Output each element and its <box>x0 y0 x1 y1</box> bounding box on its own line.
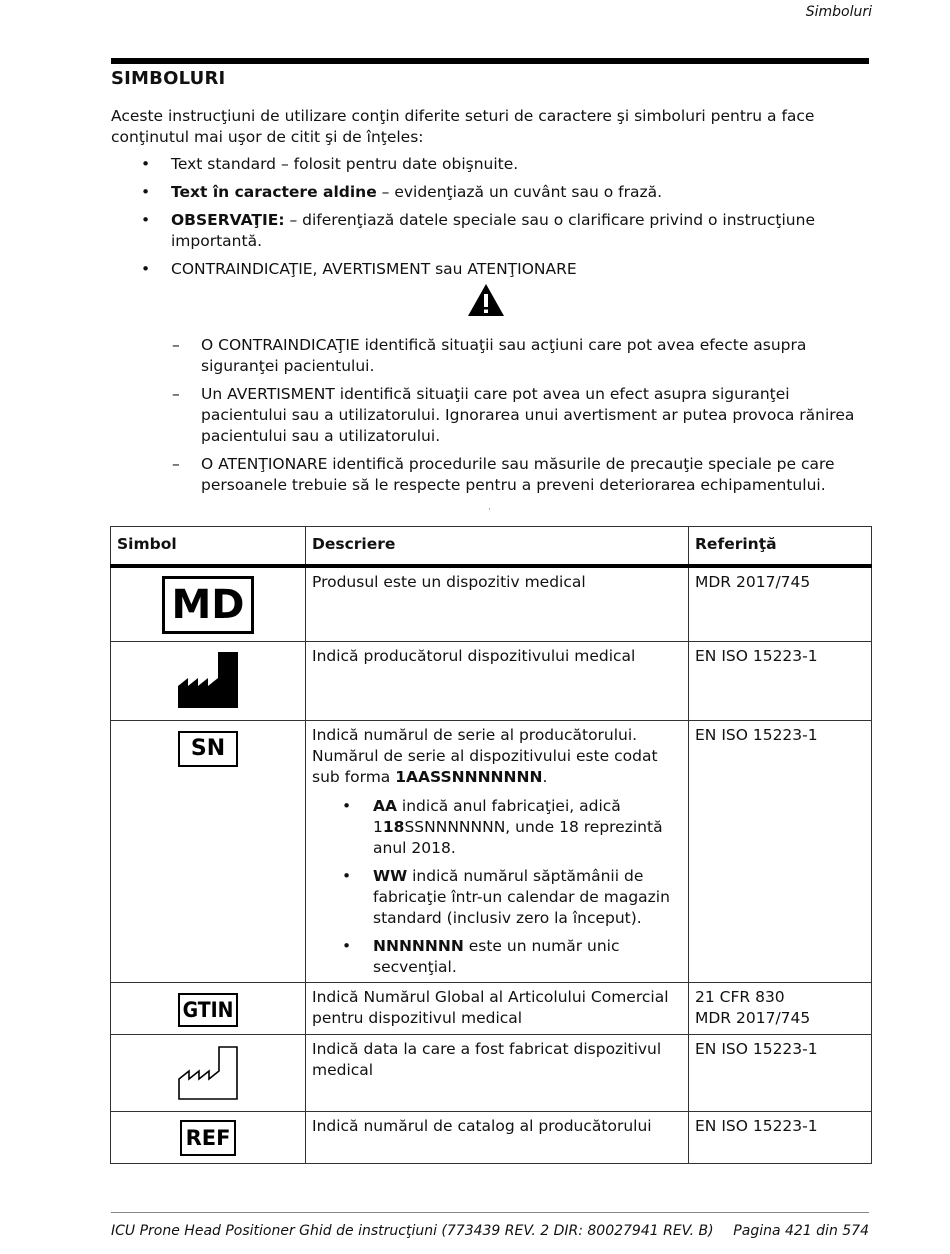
col-header-reference: Referinţă <box>689 527 872 567</box>
description-cell: Produsul este un dispozitiv medical <box>306 566 689 641</box>
table-header-row <box>111 527 872 567</box>
symbol-cell <box>111 1111 306 1163</box>
description-cell: Indică producătorul dispozitivului medical <box>306 641 689 720</box>
footer-document-title: ICU Prone Head Positioner Ghid de instrucţiuni (773439 REV. 2 DIR: 80027941 REV. B) <box>111 1223 714 1239</box>
table-row <box>111 720 872 982</box>
bullet-item: • CONTRAINDICAŢIE, AVERTISMENT sau ATENŢIONARE <box>141 259 871 280</box>
symbol-cell <box>111 641 306 720</box>
page-title: SIMBOLURI <box>111 68 226 89</box>
symbol-cell <box>111 1034 306 1111</box>
list-item: • AA indică anul fabricaţiei, adică 118SSNNNNNNN, unde 18 reprezintă anul 2018. <box>342 796 682 859</box>
symbol-cell <box>111 720 306 982</box>
warning-triangle-icon <box>466 282 506 322</box>
reference-cell: EN ISO 15223-1 <box>689 1111 872 1163</box>
table-row <box>111 1111 872 1163</box>
table-row <box>111 641 872 720</box>
symbol-cell <box>111 982 306 1034</box>
table-row <box>111 982 872 1034</box>
title-rule <box>111 58 869 64</box>
serial-number-icon: SN <box>178 731 238 767</box>
running-header: Simboluri <box>805 4 872 20</box>
symbols-table <box>110 526 872 1164</box>
col-header-symbol: Simbol <box>111 527 306 567</box>
reference-cell: EN ISO 15223-1 <box>689 720 872 982</box>
sub-bullet-list <box>312 796 682 978</box>
description-cell: Indică Numărul Global al Articolului Comercial pentru dispozitivul medical <box>306 982 689 1034</box>
medical-device-icon: MD <box>162 576 253 634</box>
gtin-icon: GTIN <box>178 993 239 1027</box>
manufacturer-icon <box>176 650 240 710</box>
bullet-item: • Text standard – folosit pentru date obişnuite. <box>141 154 871 175</box>
bullet-list <box>141 154 871 287</box>
list-item: • NNNNNNN este un număr unic secvenţial. <box>342 936 682 978</box>
stray-dot: · <box>488 505 491 515</box>
date-of-manufacture-icon <box>177 1045 239 1101</box>
reference-cell: EN ISO 15223-1 <box>689 1034 872 1111</box>
description-cell: Indică data la care a fost fabricat dispozitivul medical <box>306 1034 689 1111</box>
list-item: • WW indică numărul săptămânii de fabricaţie într-un calendar de magazin standard (inclusiv zero la început). <box>342 866 682 929</box>
reference-cell: 21 CFR 830 MDR 2017/745 <box>689 982 872 1034</box>
footer-page-number: Pagina 421 din 574 <box>733 1223 869 1239</box>
description-cell: Indică numărul de catalog al producătorului <box>306 1111 689 1163</box>
table-row <box>111 566 872 641</box>
reference-cell: EN ISO 15223-1 <box>689 641 872 720</box>
dash-item: – O CONTRAINDICAŢIE identifică situaţii sau acţiuni care pot avea efecte asupra siguranţei pacientului. <box>172 335 862 377</box>
symbol-cell <box>111 566 306 641</box>
catalog-number-icon: REF <box>180 1120 237 1156</box>
footer-rule <box>111 1212 869 1213</box>
col-header-description: Descriere <box>306 527 689 567</box>
bullet-item: • Text în caractere aldine – evidenţiază un cuvânt sau o frază. <box>141 182 871 203</box>
table-row <box>111 1034 872 1111</box>
bullet-item: • OBSERVAŢIE: – diferenţiază datele speciale sau o clarificare privind o instrucţiune importantă. <box>141 210 871 252</box>
intro-paragraph: Aceste instrucţiuni de utilizare conţin diferite seturi de caractere şi simboluri pentru a face conţinutul mai uşor de citit şi de înţeles: <box>111 107 815 146</box>
reference-cell: MDR 2017/745 <box>689 566 872 641</box>
dash-item: – Un AVERTISMENT identifică situaţii care pot avea un efect asupra siguranţei pacientului sau a utilizatorului. Ignorarea unui avertisment ar putea provoca rănirea pacientului sau a utilizatorului. <box>172 384 862 447</box>
description-cell: Indică numărul de serie al producătorului. Numărul de serie al dispozitivului este codat sub forma 1AASSNNNNNNN. • AA indică anul fabricaţiei, adică 118SSNNNNNNN, unde 18 reprezintă anul 2018. • WW indică numărul săptămânii de fabricaţie într-un calendar de magazin standard (inclusiv zero la început). • NNNNNNN este un număr unic secvenţial. <box>306 720 689 982</box>
dash-item: – O ATENŢIONARE identifică procedurile sau măsurile de precauţie speciale pe care persoanele trebuie să le respecte pentru a preveni deteriorarea echipamentului. <box>172 454 862 496</box>
dash-list <box>172 335 862 503</box>
